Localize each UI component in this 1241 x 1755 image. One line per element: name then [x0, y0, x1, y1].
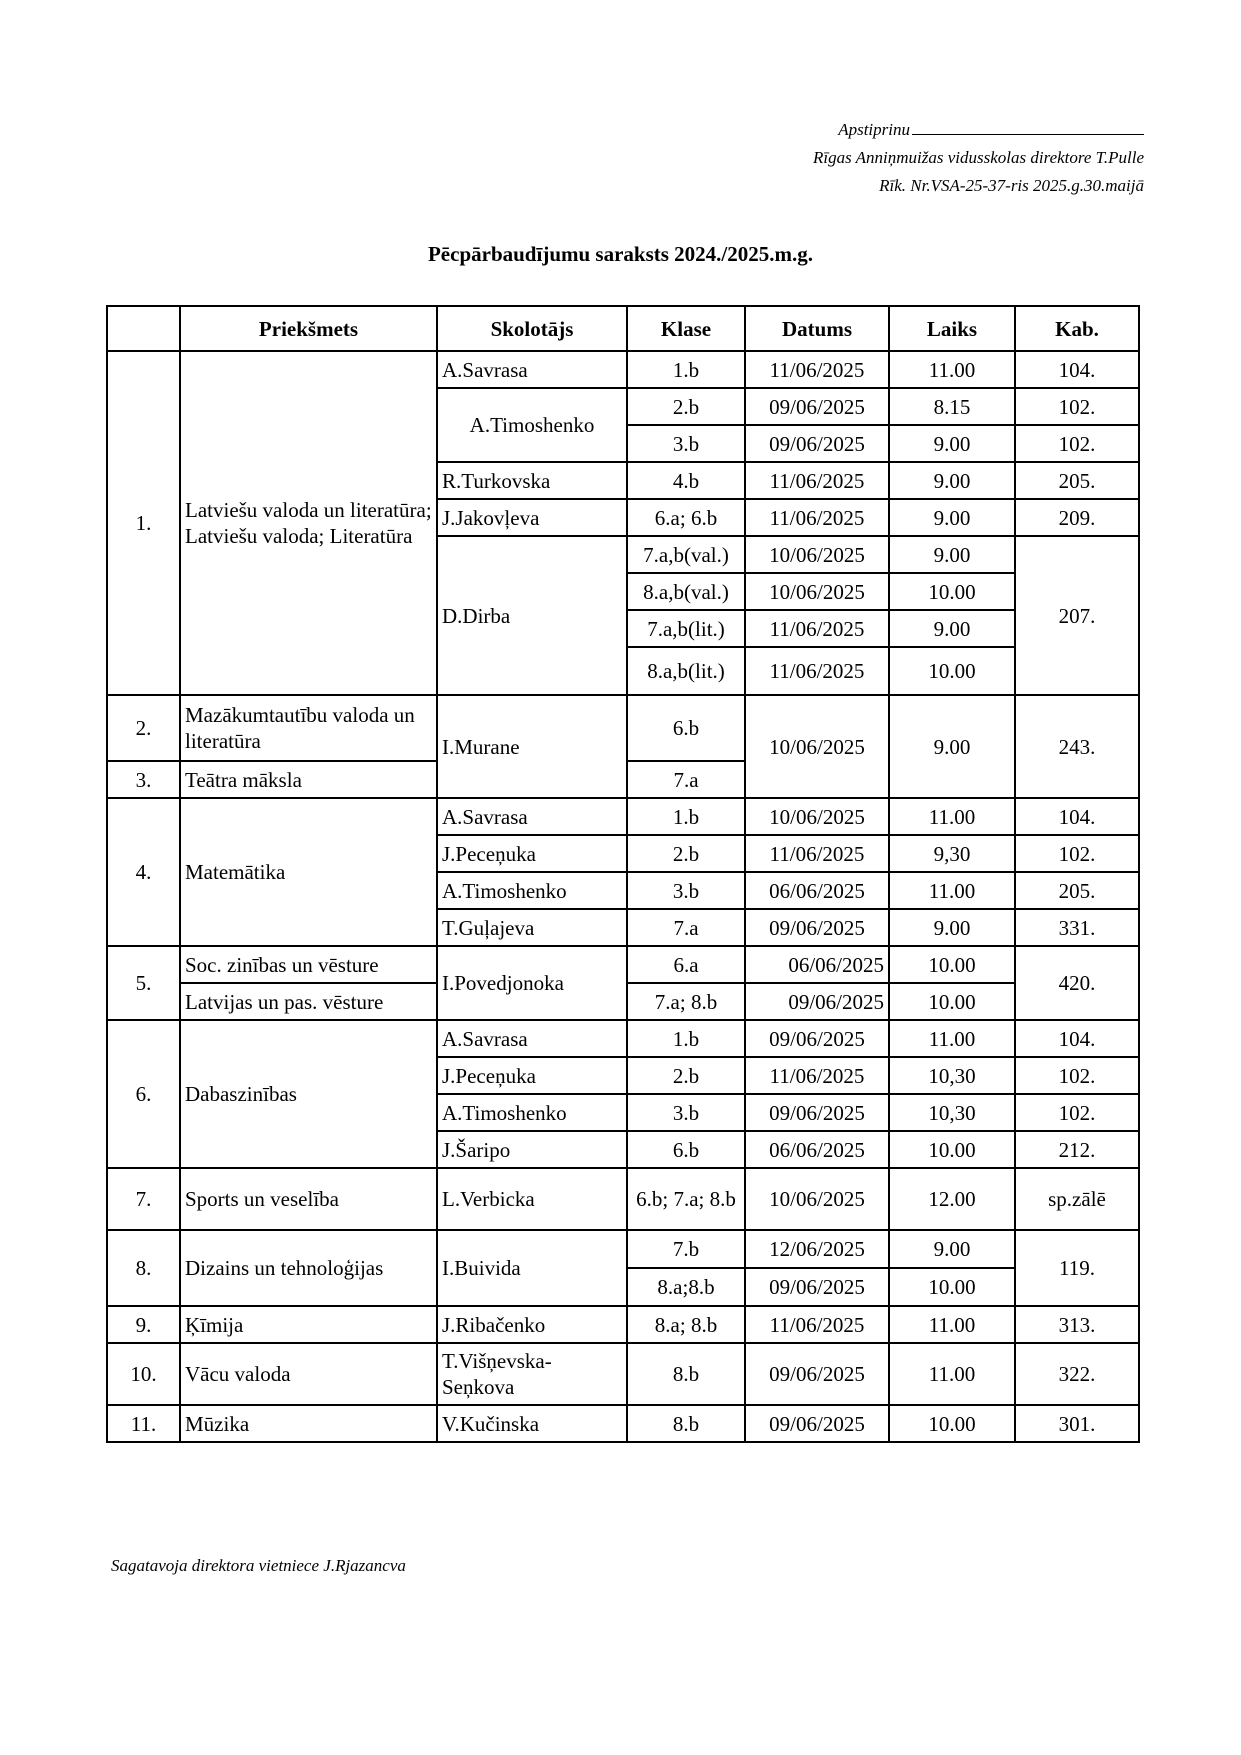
room-cell: sp.zālē [1015, 1168, 1139, 1230]
time-cell: 8.15 [889, 388, 1015, 425]
teacher-cell: V.Kučinska [437, 1405, 627, 1442]
table-row [107, 798, 1139, 835]
room-cell: 205. [1015, 462, 1139, 499]
time-cell: 12.00 [889, 1168, 1015, 1230]
date-cell: 09/06/2025 [745, 1405, 889, 1442]
time-cell: 9.00 [889, 536, 1015, 573]
room-cell: 331. [1015, 909, 1139, 946]
time-cell: 11.00 [889, 872, 1015, 909]
time-cell: 9.00 [889, 462, 1015, 499]
class-cell: 4.b [627, 462, 745, 499]
row-num: 11. [107, 1405, 180, 1442]
row-num: 9. [107, 1306, 180, 1343]
subject-cell: Latvijas un pas. vēsture [180, 983, 437, 1020]
date-cell: 11/06/2025 [745, 610, 889, 647]
subject-cell: Sports un veselība [180, 1168, 437, 1230]
class-cell: 8.a; 8.b [627, 1306, 745, 1343]
class-cell: 2.b [627, 388, 745, 425]
time-cell: 11.00 [889, 1020, 1015, 1057]
table-row [107, 1343, 1139, 1405]
class-cell: 2.b [627, 835, 745, 872]
time-cell: 9.00 [889, 909, 1015, 946]
room-cell: 301. [1015, 1405, 1139, 1442]
class-cell: 1.b [627, 1020, 745, 1057]
teacher-cell: D.Dirba [437, 536, 627, 695]
date-cell: 09/06/2025 [745, 1020, 889, 1057]
class-cell: 8.a,b(val.) [627, 573, 745, 610]
time-cell: 11.00 [889, 1343, 1015, 1405]
date-cell: 09/06/2025 [745, 1268, 889, 1306]
row-num: 7. [107, 1168, 180, 1230]
row-num: 8. [107, 1230, 180, 1306]
room-cell: 102. [1015, 425, 1139, 462]
date-cell: 10/06/2025 [745, 798, 889, 835]
room-cell: 243. [1015, 695, 1139, 798]
table-row [107, 1405, 1139, 1442]
subject-cell: Mūzika [180, 1405, 437, 1442]
date-cell: 12/06/2025 [745, 1230, 889, 1268]
class-cell: 7.a,b(lit.) [627, 610, 745, 647]
date-cell: 06/06/2025 [745, 872, 889, 909]
date-cell: 11/06/2025 [745, 1306, 889, 1343]
room-cell: 102. [1015, 835, 1139, 872]
class-cell: 6.b [627, 1131, 745, 1168]
teacher-cell: J.Šaripo [437, 1131, 627, 1168]
class-cell: 7.a [627, 761, 745, 798]
date-cell: 11/06/2025 [745, 351, 889, 388]
time-cell: 10.00 [889, 647, 1015, 695]
class-cell: 7.a,b(val.) [627, 536, 745, 573]
date-cell: 09/06/2025 [745, 909, 889, 946]
subject-cell: Teātra māksla [180, 761, 437, 798]
header-teacher: Skolotājs [437, 306, 627, 351]
class-cell: 6.a; 6.b [627, 499, 745, 536]
date-cell: 11/06/2025 [745, 1057, 889, 1094]
subject-cell: Matemātika [180, 798, 437, 946]
director-line: Rīgas Anniņmuižas vidusskolas direktore T.Pulle [812, 148, 1144, 167]
time-cell: 10.00 [889, 1131, 1015, 1168]
teacher-cell: I.Buivida [437, 1230, 627, 1306]
date-cell: 06/06/2025 [745, 1131, 889, 1168]
approve-label: Apstiprinu [838, 120, 910, 139]
row-num: 10. [107, 1343, 180, 1405]
time-cell: 10.00 [889, 946, 1015, 983]
room-cell: 102. [1015, 1094, 1139, 1131]
room-cell: 322. [1015, 1343, 1139, 1405]
subject-cell: Vācu valoda [180, 1343, 437, 1405]
room-cell: 205. [1015, 872, 1139, 909]
row-num: 2. [107, 695, 180, 761]
header-room: Kab. [1015, 306, 1139, 351]
teacher-cell: T.Guļajeva [437, 909, 627, 946]
table-row [107, 695, 1139, 761]
subject-cell: Soc. zinības un vēsture [180, 946, 437, 983]
date-cell: 11/06/2025 [745, 835, 889, 872]
approval-block [813, 116, 1144, 200]
order-line: Rīk. Nr.VSA-25-37-ris 2025.g.30.maijā [879, 176, 1144, 195]
teacher-cell: A.Savrasa [437, 351, 627, 388]
room-cell: 119. [1015, 1230, 1139, 1306]
class-cell: 6.b [627, 695, 745, 761]
time-cell: 9,30 [889, 835, 1015, 872]
time-cell: 9.00 [889, 1230, 1015, 1268]
class-cell: 8.b [627, 1343, 745, 1405]
room-cell: 102. [1015, 1057, 1139, 1094]
date-cell: 11/06/2025 [745, 499, 889, 536]
teacher-cell: T.Višņevska-Seņkova [437, 1343, 627, 1405]
date-cell: 10/06/2025 [745, 536, 889, 573]
time-cell: 9.00 [889, 425, 1015, 462]
time-cell: 9.00 [889, 499, 1015, 536]
subject-cell: Latviešu valoda un literatūra; Latviešu valoda; Literatūra [180, 351, 437, 695]
room-cell: 104. [1015, 351, 1139, 388]
date-cell: 10/06/2025 [745, 695, 889, 798]
signature-line [912, 116, 1144, 135]
teacher-cell: A.Timoshenko [437, 388, 627, 462]
room-cell: 104. [1015, 798, 1139, 835]
teacher-cell: I.Murane [437, 695, 627, 798]
date-cell: 06/06/2025 [745, 946, 889, 983]
date-cell: 11/06/2025 [745, 647, 889, 695]
teacher-cell: A.Timoshenko [437, 872, 627, 909]
class-cell: 3.b [627, 1094, 745, 1131]
time-cell: 9.00 [889, 610, 1015, 647]
teacher-cell: A.Savrasa [437, 1020, 627, 1057]
class-cell: 7.b [627, 1230, 745, 1268]
subject-cell: Ķīmija [180, 1306, 437, 1343]
time-cell: 11.00 [889, 351, 1015, 388]
time-cell: 10.00 [889, 983, 1015, 1020]
schedule-table [106, 305, 1140, 1443]
class-cell: 7.a [627, 909, 745, 946]
subject-cell: Dizains un tehnoloģijas [180, 1230, 437, 1306]
room-cell: 207. [1015, 536, 1139, 695]
room-cell: 212. [1015, 1131, 1139, 1168]
date-cell: 09/06/2025 [745, 983, 889, 1020]
table-row [107, 1168, 1139, 1230]
row-num: 6. [107, 1020, 180, 1168]
date-cell: 10/06/2025 [745, 1168, 889, 1230]
subject-cell: Dabaszinības [180, 1020, 437, 1168]
class-cell: 1.b [627, 798, 745, 835]
class-cell: 6.a [627, 946, 745, 983]
teacher-cell: R.Turkovska [437, 462, 627, 499]
class-cell: 7.a; 8.b [627, 983, 745, 1020]
table-row [107, 1020, 1139, 1057]
class-cell: 2.b [627, 1057, 745, 1094]
header-date: Datums [745, 306, 889, 351]
teacher-cell: J.Ribačenko [437, 1306, 627, 1343]
teacher-cell: J.Jakovļeva [437, 499, 627, 536]
table-row [107, 1306, 1139, 1343]
class-cell: 1.b [627, 351, 745, 388]
approve-line [813, 116, 1144, 144]
class-cell: 8.a;8.b [627, 1268, 745, 1306]
time-cell: 10.00 [889, 573, 1015, 610]
time-cell: 10.00 [889, 1405, 1015, 1442]
date-cell: 09/06/2025 [745, 388, 889, 425]
class-cell: 6.b; 7.a; 8.b [627, 1168, 745, 1230]
table-row [107, 351, 1139, 388]
teacher-cell: I.Povedjonoka [437, 946, 627, 1020]
header-subject: Priekšmets [180, 306, 437, 351]
time-cell: 10,30 [889, 1094, 1015, 1131]
header-num [107, 306, 180, 351]
header-class: Klase [627, 306, 745, 351]
class-cell: 3.b [627, 425, 745, 462]
date-cell: 09/06/2025 [745, 425, 889, 462]
row-num: 3. [107, 761, 180, 798]
row-num: 4. [107, 798, 180, 946]
teacher-cell: J.Peceņuka [437, 1057, 627, 1094]
time-cell: 10.00 [889, 1268, 1015, 1306]
teacher-cell: A.Timoshenko [437, 1094, 627, 1131]
date-cell: 09/06/2025 [745, 1094, 889, 1131]
document-title: Pēcpārbaudījumu saraksts 2024./2025.m.g. [427, 242, 814, 266]
class-cell: 8.b [627, 1405, 745, 1442]
header-row [107, 306, 1139, 351]
room-cell: 102. [1015, 388, 1139, 425]
prepared-by-note: Sagatavoja direktora vietniece J.Rjazancva [111, 1556, 406, 1575]
time-cell: 9.00 [889, 695, 1015, 798]
class-cell: 3.b [627, 872, 745, 909]
table-row [107, 1230, 1139, 1268]
date-cell: 11/06/2025 [745, 462, 889, 499]
teacher-cell: J.Peceņuka [437, 835, 627, 872]
time-cell: 11.00 [889, 1306, 1015, 1343]
header-time: Laiks [889, 306, 1015, 351]
date-cell: 10/06/2025 [745, 573, 889, 610]
class-cell: 8.a,b(lit.) [627, 647, 745, 695]
subject-cell: Mazākumtautību valoda un literatūra [180, 695, 437, 761]
room-cell: 420. [1015, 946, 1139, 1020]
time-cell: 10,30 [889, 1057, 1015, 1094]
row-num: 1. [107, 351, 180, 695]
teacher-cell: A.Savrasa [437, 798, 627, 835]
room-cell: 104. [1015, 1020, 1139, 1057]
table-row [107, 946, 1139, 983]
time-cell: 11.00 [889, 798, 1015, 835]
row-num: 5. [107, 946, 180, 1020]
room-cell: 313. [1015, 1306, 1139, 1343]
room-cell: 209. [1015, 499, 1139, 536]
date-cell: 09/06/2025 [745, 1343, 889, 1405]
teacher-cell: L.Verbicka [437, 1168, 627, 1230]
